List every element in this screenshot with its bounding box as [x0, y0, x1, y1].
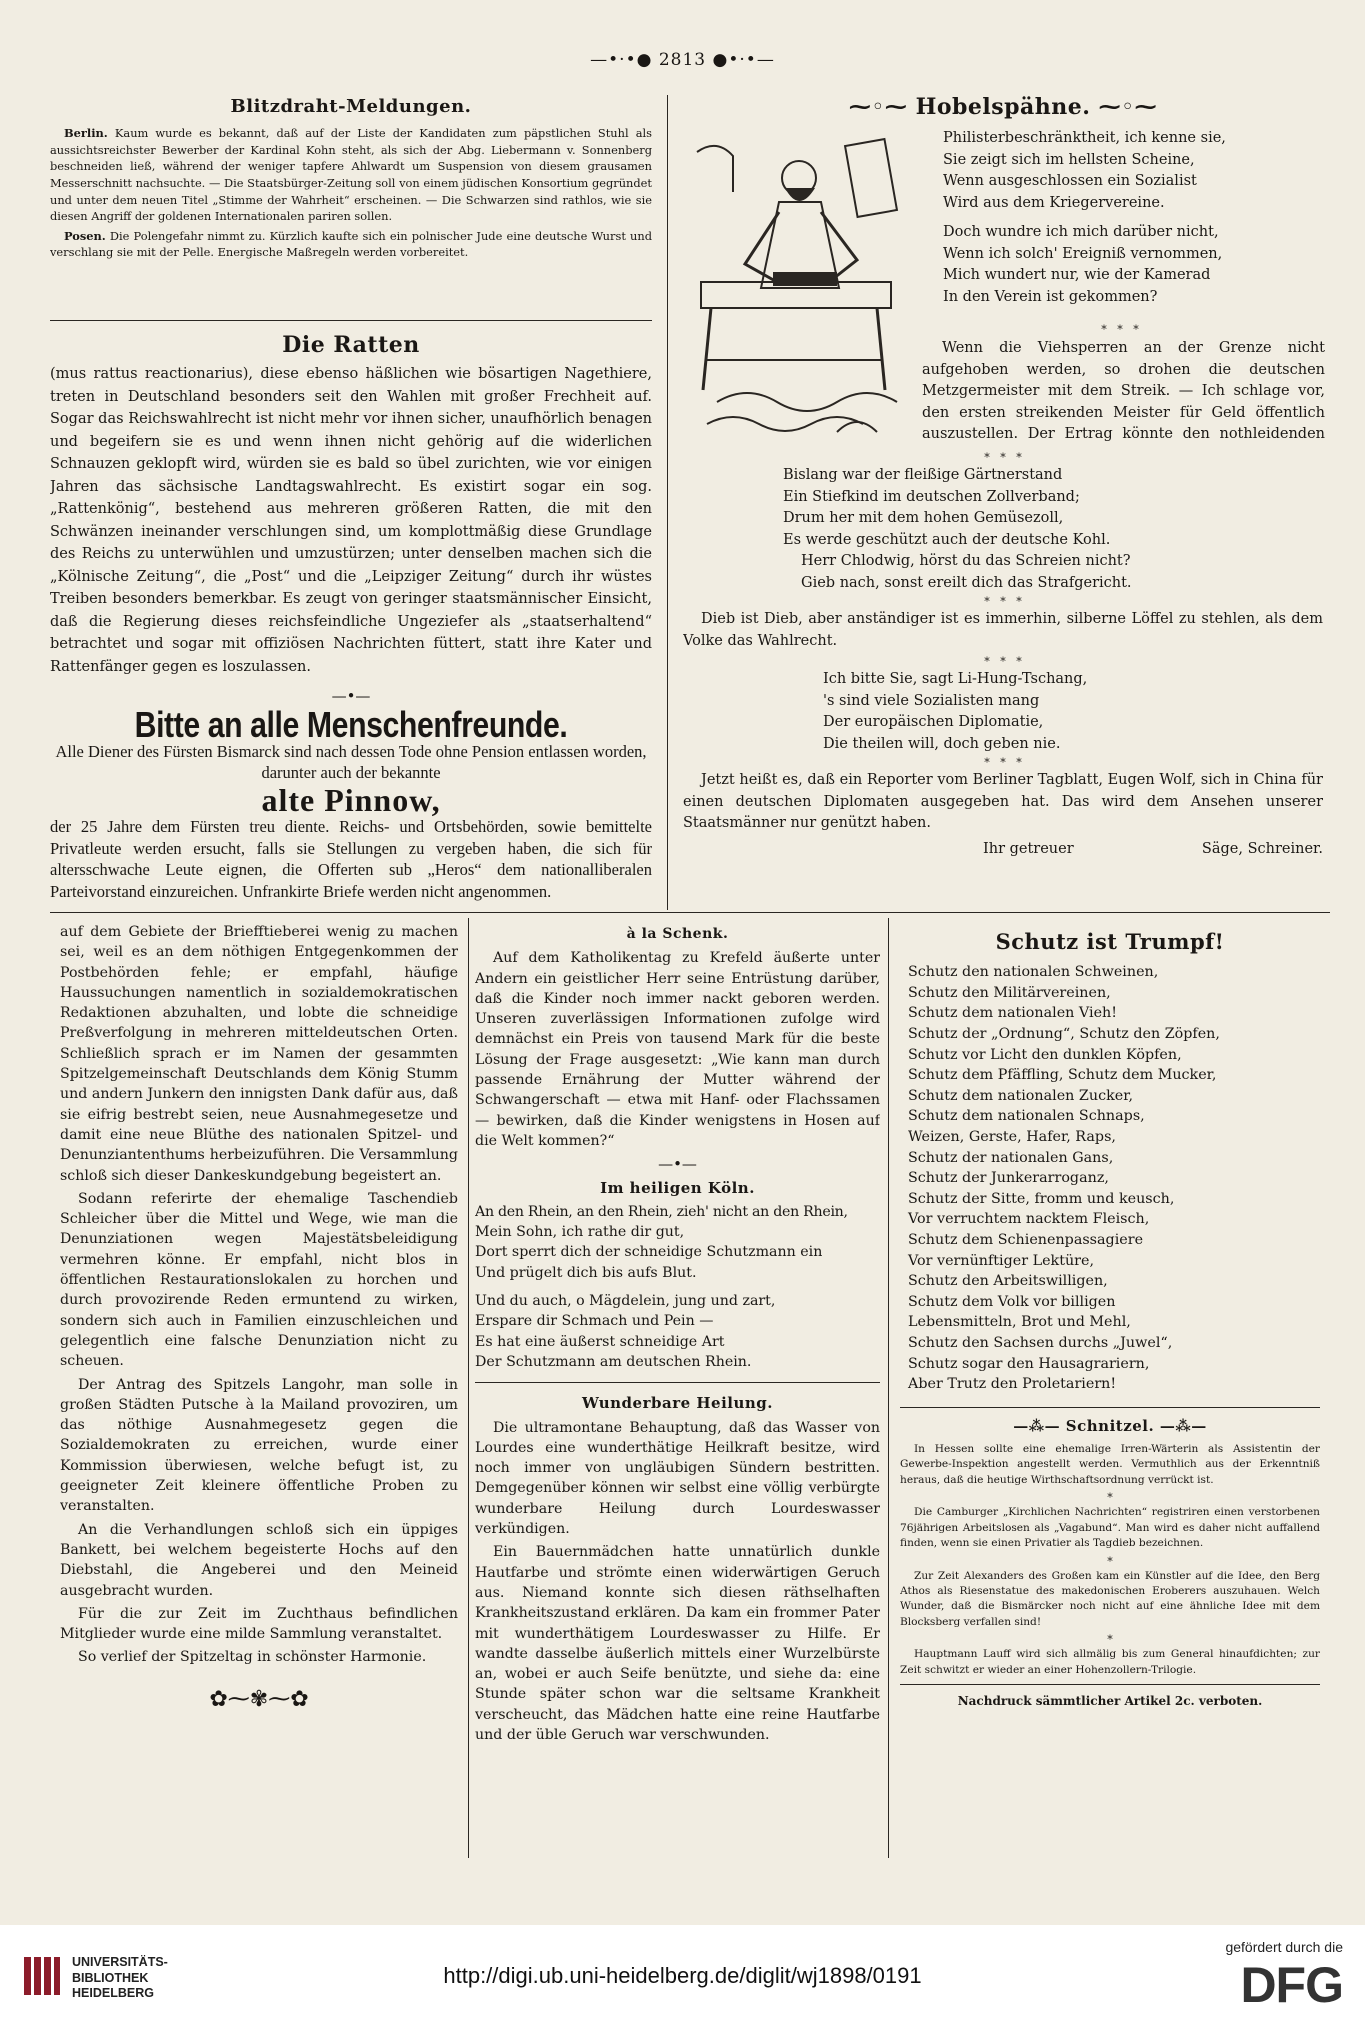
- hobel-stanzas-1-2: Philisterbeschränktheit, ich kenne sie, Sie zeigt sich im hellsten Scheine, Wenn ausgeschlossen ein Sozialist Wird aus dem Kriegervereine. Doch wundre ich mich darüber nicht, Wenn ich solch' Ereigniß vernommen, Mich wundert nur, wie der Kamerad In den Verein ist gekommen?: [943, 130, 1226, 305]
- viewer-footer: [0, 1925, 1365, 2026]
- funding-caption: gefördert durch die: [1225, 1939, 1343, 1955]
- bitte-heading: Bitte an alle Menschenfreunde.: [134, 703, 568, 745]
- reprint-notice: Nachdruck sämmtlicher Artikel 2c. verboten.: [957, 1693, 1263, 1708]
- koeln-heading: Im heiligen Köln.: [600, 1178, 755, 1197]
- page-url[interactable]: http://digi.ub.uni-heidelberg.de/diglit/wj1898/0191: [443, 1963, 922, 1988]
- spitzel-column: auf dem Gebiete der Briefftieberei wenig zu machen sei, weil es an dem nöthigen Entgegenkommen der Postbehörden fehle; er empfahl, häufige Haussuchungen namentlich in sozialdemokratischen Redaktionen abzuhalten, und lobte die schneidige Preßverfolgung in mehreren mitteldeutschen Orten. Schließlich sprach er im Namen der gesammten Spitzelgemeinschaft Deutschlands dem König Stumm und andern Junkern den innigsten Dank dafür aus, daß sie eifrig bestrebt seien, neue Ausnahmegesetze und damit eine neue Blüthe des nationalen Spitzel- und Denunziantenthums herbeizuführen. Die Versammlung schloß sich dieser Dankeskundgebung begeistert an. Sodann referirte der ehemalige Taschendieb Schleicher über die Mittel und Wege, wie man die Denunziationen wegen Majestätsbeleidigung vermehren könne. Er empfahl, nicht blos in öffentlichen Restaurationslokalen zu horchen und durch provozirende Reden ermuntend zu wirken, sondern sich auch in Familien einzuschleichen und gelegentlich eine falsche Denunziation nicht zu scheuen. Der Antrag des Spitzels Langohr, man solle in großen Städten Putsche à la Mailand provoziren, um das nöthige Ausnahmegesetz gegen die Sozialdemokraten zu erreichen, wurde einer Kommission überwiesen, welche befugt ist, zu geeigneter Zeit kleinere öffentliche Proben zu veranstalten. An die Verhandlungen schloß sich ein üppiges Bankett, bei welchem begeisterte Hochs auf den Diebstahl, die Angeberei und den Meineid ausgebracht wurden. Für die zur Zeit im Zuchthaus befindlichen Mitglieder wurde eine milde Sammlung veranstaltet. So verlief der Spitzeltag in schönster Harmonie. ✿⁓✾⁓✿: [60, 924, 458, 1712]
- bitte-text1: Alle Diener des Fürsten Bismarck sind nach dessen Tode ohne Pension entlassen worden, darunter auch der bekannte: [55, 741, 647, 783]
- hobel-signature: Ihr getreuer Säge, Schreiner.: [983, 840, 1323, 857]
- hobel-stanza3: Bislang war der fleißige Gärtnerstand Ein Stiefkind im deutschen Zollverband; Drum her mit dem hohen Gemüsezoll, Es werde geschützt auch der deutsche Kohl. Herr Chlodwig, hörst du das Schreien nicht? Gieb nach, sonst ereilt dich das Strafgericht.: [783, 467, 1132, 591]
- middle-column: à la Schenk. Auf dem Katholikentag zu Krefeld äußerte unter Andern ein geistlicher Herr seine Entrüstung darüber, daß die Kinder noch immer nackt geboren werden. Unseren zuverlässigen Informationen zufolge wird demnächst ein Preis von tausend Mark für die beste Lösung der Frage ausgesetzt: „Wie kann man durch passende Ernährung der Mutter während der Schwangerschaft — etwa mit Hanf- oder Flachssamen — bewirken, daß die Kinder wenigstens in Hosen auf die Welt kommen?“ —•— Im heiligen Köln. An den Rhein, an den Rhein, zieh' nicht an den Rhein, Mein Sohn, ich rathe dir gut, Dort sperrt dich der schneidige Schutzmann ein Und prügelt dich bis aufs Blut. Und du auch, o Mägdelein, jung und zart, Erspare dir Schmach und Pein — Es hat eine äußerst schneidige Art Der Schutzmann am deutschen Rhein. Wunderbare Heilung. Die ultramontane Behauptung, daß das Wasser von Lourdes eine wunderthätige Heilkraft besitze, wird noch immer von ungläubigen Sündern bestritten. Demgegenüber können wir selbst eine völlig verbürgte wunderbare Heilung durch Lourdeswasser verkündigen. Ein Bauernmädchen hatte unnatürlich dunkle Hautfarbe und strömte einen widerwärtigen Geruch aus. Niemand konnte sich diesen räthselhaften Krankheitszustand erklären. Da kam ein frommer Pater mit wunderthätigem Lourdeswasser zu Hilfe. Er wandte dasselbe äußerlich mittels einer Wurzelbürste an, wobei er auch Seife benützte, und siehe da: eine Stunde später schon war die seltsame Krankheit verscheucht, das Mädchen hatte eine reine Hautfarbe und der üble Geruch war verschwunden.: [475, 926, 880, 1743]
- carpenter-illustration: [687, 132, 913, 448]
- column-rule: [888, 918, 889, 1858]
- koeln-poem: An den Rhein, an den Rhein, zieh' nicht an den Rhein, Mein Sohn, ich rathe dir gut, Dort sperrt dich der schneidige Schutzmann ein Und prügelt dich bis aufs Blut. Und du auch, o Mägdelein, jung und zart, Erspare dir Schmach und Pein — Es hat eine äußerst schneidige Art Der Schutzmann am deutschen Rhein.: [475, 1203, 848, 1370]
- column-rule: [667, 95, 668, 910]
- blitz-heading: Blitzdraht-Meldungen.: [230, 96, 472, 117]
- heilung-heading: Wunderbare Heilung.: [582, 1394, 773, 1413]
- hobel-prose3: Jetzt heißt es, daß ein Reporter vom Berliner Tagblatt, Eugen Wolf, sich in China für einen deutschen Diplomaten ausgegeben hat. Das wird dem Ansehen unserer Staatsmänner nur genützt haben.: [683, 772, 1323, 831]
- dfg-logo[interactable]: DFG: [1240, 1957, 1343, 2013]
- ornament: —•—: [658, 1155, 697, 1174]
- column-rule: [468, 918, 469, 1858]
- pinnow-name: alte Pinnow,: [261, 781, 441, 818]
- hobel-lower: * * * Bislang war der fleißige Gärtnerstand Ein Stiefkind im deutschen Zollverband; Drum her mit dem hohen Gemüsezoll, Es werde geschützt auch der deutsche Kohl. Herr Chlodwig, hörst du das Schreien nicht? Gieb nach, sonst ereilt dich das Strafgericht. * * * Dieb ist Dieb, aber anständiger ist es immerhin, silberne Löffel zu stehlen, als dem Volke das Wahlrecht. * * * Ich bitte Sie, sagt Li-Hung-Tschang, 's sind viele Sozialisten mang Der europäischen Diplomatie, Die theilen will, doch geben nie. * * * Jetzt heißt es, daß ein Reporter vom Berliner Tagblatt, Eugen Wolf, sich in China für einen deutschen Diplomaten ausgegeben hat. Das wird dem Ansehen unserer Staatsmänner nur genützt haben. Ihr getreuer Säge, Schreiner.: [683, 450, 1323, 920]
- schutz-heading: Schutz ist Trumpf!: [995, 930, 1225, 954]
- schutz-poem: Schutz den nationalen Schweinen, Schutz den Militärvereinen, Schutz dem nationalen Vieh! Schutz der „Ordnung“, Schutz den Zöpfen, Schutz vor Licht den dunklen Köpfen, Schutz dem Pfäffling, Schutz dem Mucker, Schutz dem nationalen Zucker, Schutz dem nationalen Schnaps, Weizen, Gerste, Hafer, Raps, Schutz der nationalen Gans, Schutz der Junkerarroganz, Schutz der Sitte, fromm und keusch, Vor verruchtem nacktem Fleisch, Schutz dem Schienenpassagiere Vor vernünftiger Lektüre, Schutz den Arbeitswilligen, Schutz dem Volk vor billigen Lebensmitteln, Brot und Mehl, Schutz den Sachsen durchs „Juwel“, Schutz sogar den Hausagrariern, Aber Trutz den Proletariern!: [908, 964, 1220, 1393]
- schenk-heading: à la Schenk.: [626, 926, 729, 942]
- schnitzel-heading: —⁂— Schnitzel. —⁂—: [1013, 1416, 1207, 1435]
- ratten-heading: Die Ratten: [282, 332, 420, 358]
- right-column: [900, 930, 1320, 1860]
- hobel-stanza4: Ich bitte Sie, sagt Li-Hung-Tschang, 's sind viele Sozialisten mang Der europäischen Diplomatie, Die theilen will, doch geben nie.: [823, 671, 1088, 752]
- top-left-column: [50, 95, 652, 905]
- schenk-text: Auf dem Katholikentag zu Krefeld äußerte unter Andern ein geistlicher Herr seine Entrüstung darüber, daß die Kinder noch immer nackt geboren werden. Unseren zuverlässigen Informationen zufolge wird demnächst ein Preis von tausend Mark für die beste Lösung der Frage ausgesetzt: „Wie kann man durch passende Ernährung der Mutter während der Schwangerschaft — etwa mit Hanf- oder Flachssamen — bewirken, daß die Kinder wenigstens in Hosen auf die Welt kommen?“: [475, 950, 880, 1149]
- page-number: —•·•● 2813 ●•·•—: [590, 50, 775, 70]
- ornament: —•—: [331, 687, 371, 706]
- ratten-text: (mus rattus reactionarius), diese ebenso häßlichen wie bösartigen Nagethiere, treten in Deutschland besonders seit den Wahlen mit großer Frechheit auf. Sogar das Reichswahlrecht ist nicht mehr vor ihnen sicher, unaufhörlich benagen und begeifern sie es und wenn ihnen nicht gehörig auf die widerlichen Schnauzen geklopft wird, würden sie es bald so übel zurichten, wie vor einigen Jahren das sächsische Landtagswahlrecht. Es existirt sogar ein sog. „Rattenkönig“, bestehend aus mehreren größeren Ratten, die mit den Schwänzen ineinander verschlungen sind, um komplottmäßig diese Grundlage des Reichs zu unterwühlen und umzustürzen; unter denselben machen sich die „Kölnische Zeitung“, die „Post“ und die „Leipziger Zeitung“ durch ihr wüstes Treiben besonders bemerkbar. Es zeugt von geringer staatsmännischer Einsicht, daß die Regierung dieses reichsfeindliche Ungeziefer als „staatserhaltend“ betrachtet und sogar mit offiziösen Nachrichten füttert, statt ihre Kater und Rattenfänger gegen es loszulassen.: [50, 366, 652, 675]
- floral-ornament: ✿⁓✾⁓✿: [209, 1686, 309, 1712]
- hobel-prose1: Wenn die Viehsperren an der Grenze nicht aufgehoben werden, so drohen die deutschen Metzgermeister mit dem Streik. — Ich schlage vor, den ersten streikenden Meister für Geld öffentlich auszustellen. Der Ertrag könnte den nothleidenden: [922, 340, 1325, 442]
- bitte-text2: der 25 Jahre dem Fürsten treu diente. Reichs- und Ortsbehörden, sowie bemittelte Privatleute werden ersucht, falls sie Stellungen zu vergeben haben, die sich für altersschwache Leute eignen, die Offerten sub „Heros“ dem nationalliberalen Parteivorstand einzureichen. Unfrankirte Briefe werden nicht angenommen.: [50, 817, 652, 901]
- hobel-prose2: Dieb ist Dieb, aber anständiger ist es immerhin, silberne Löffel zu stehlen, als dem Volke das Wahlrecht.: [683, 611, 1323, 649]
- stars: * * *: [1101, 323, 1139, 336]
- blitz-body: Berlin. Kaum wurde es bekannt, daß auf der Liste der Kandidaten zum päpstlichen Stuhl als aussichtsreichster Bewerber der Kardinal Kohn steht, als sich der Abg. Liebermann v. Sonnenberg beschneiden ließ, während der weniger tapfere Ahlwardt um Suspension von diesem grausamen Messerschnitt nachsuchte. — Die Staatsbürger-Zeitung soll von einem jüdischen Konsortium gegründet und unter dem neuen Titel „Stimme der Wahrheit“ erscheinen. — Die Schwarzen sind rathlos, wie sie diesen Angriff der goldenen Internationalen pariren sollen. Posen. Die Polengefahr nimmt zu. Kürzlich kaufte sich ein polnischer Jude eine deutsche Wurst und verschlang sie mit der Pelle. Energische Maßregeln werden vorbereitet.: [50, 126, 652, 260]
- schnitzel-body: In Hessen sollte eine ehemalige Irren-Wärterin als Assistentin der Gewerbe-Inspektion angestellt werden. Vermuthlich aus der Erkenntniß heraus, daß die heutige Wirthschaftsordnung verrückt ist. * Die Camburger „Kirchlichen Nachrichten“ registriren einen verstorbenen 76jährigen Arbeitslosen als „Vagabund“. Man wird es daher nicht auffallend finden, wenn sie einen Privatier als Tagdieb bezeichnen. * Zur Zeit Alexanders des Großen kam ein Künstler auf die Idee, den Berg Athos als Riesenstatue des makedonischen Eroberers auszuhauen. Welch Wunder, daß die Bismärcker noch nicht auf eine ähnliche Idee mit dem Blocksberg verfallen sind! * Hauptmann Lauff wird sich allmälig bis zum General hinaufdichten; zur Zeit schwitzt er wieder an einer Hohenzollern-Trilogie.: [900, 1443, 1320, 1676]
- section-rule: [50, 912, 1330, 913]
- hobel-heading: ⁓◦⁓ Hobelspähne. ⁓◦⁓: [848, 95, 1158, 120]
- library-name: UNIVERSITÄTS- BIBLIOTHEK HEIDELBERG: [72, 1955, 168, 2000]
- divider: [50, 320, 652, 321]
